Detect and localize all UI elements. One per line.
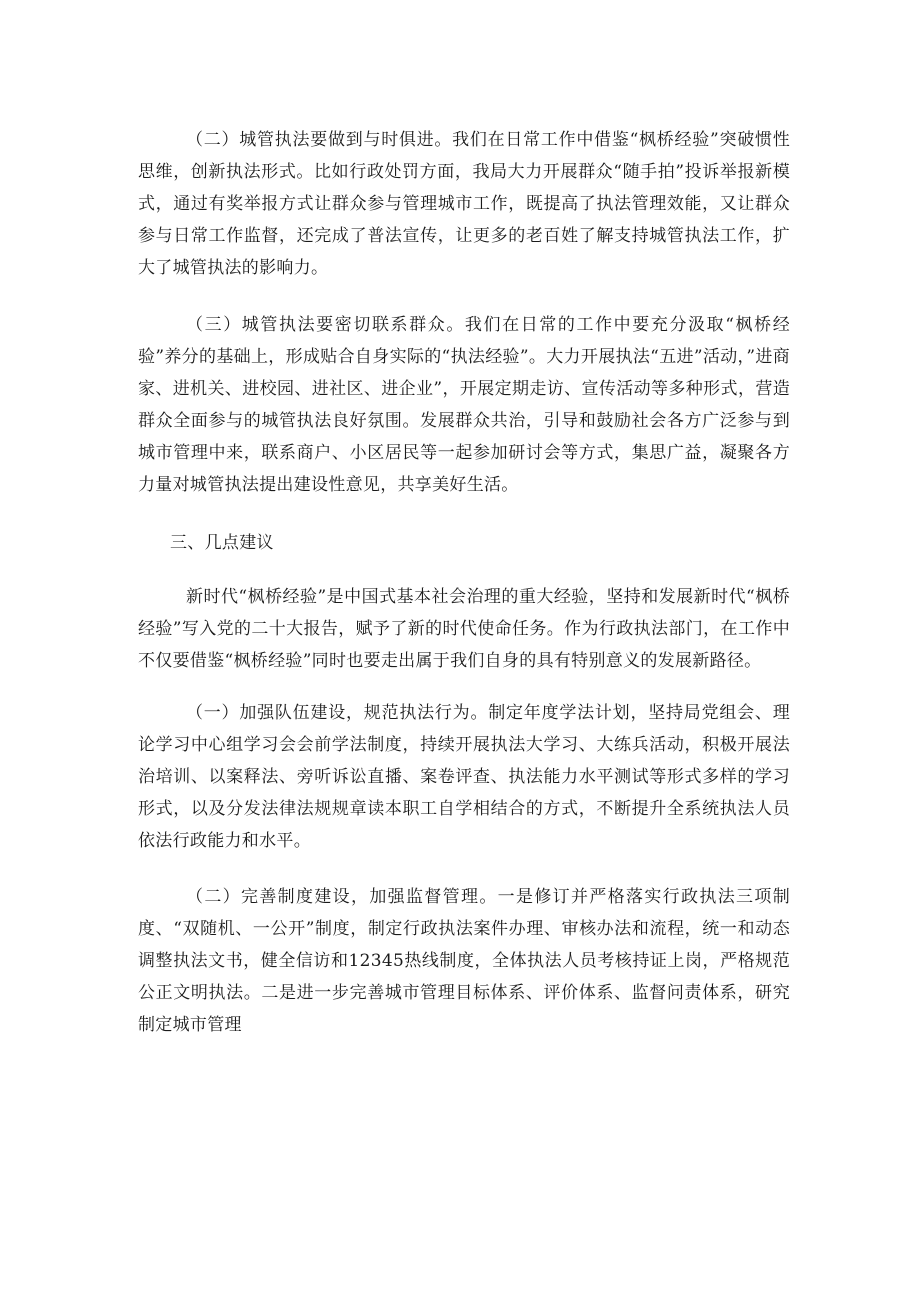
paragraph-system-building: （二）完善制度建设，加强监督管理。一是修订并严格落实行政执法三项制度、“双随机、一公开”制度，制定行政执法案件办理、审核办法和流程，统一和动态调整执法文书，健全信访和12345热线制度，全体执法人员考核持证上岗，严格规范公正文明执法。二是进一步完善城市管理目标体系、评价体系、监督问责体系，研究制定城市管理 <box>138 887 790 1035</box>
paragraph-fengqiao-experience-intro: 新时代“枫桥经验”是中国式基本社会治理的重大经验，坚持和发展新时代“枫桥经验”写入党的二十大报告，赋予了新的时代使命任务。作为行政执法部门，在工作中不仅要借鉴“枫桥经验”同时也要走出属于我们自身的具有特别意义的发展新路径。 <box>138 587 790 671</box>
paragraph-city-enforcement-close-to-public: （三）城管执法要密切联系群众。我们在日常的工作中要充分汲取“枫桥经验”养分的基础上，形成贴合自身实际的“执法经验”。大力开展执法“五进”活动，”进商家、进机关、进校园、进社区、进企业”，开展定期走访、宣传活动等多种形式，营造群众全面参与的城管执法良好氛围。发展群众共治，引导和鼓励社会各方广泛参与到城市管理中来，联系商户、小区居民等一起参加研讨会等方式，集思广益，凝聚各方力量对城管执法提出建设性意见，共享美好生活。 <box>138 315 790 495</box>
section-heading-suggestions: 三、几点建议 <box>170 533 274 553</box>
document-body <box>138 124 790 1041</box>
paragraph-team-building: （一）加强队伍建设，规范执法行为。制定年度学法计划，坚持局党组会、理论学习中心组学习会会前学法制度，持续开展执法大学习、大练兵活动，积极开展法治培训、以案释法、旁听诉讼直播、案卷评查、执法能力水平测试等形式多样的学习形式，以及分发法律法规规章读本职工自学相结合的方式，不断提升全系统执法人员依法行政能力和水平。 <box>138 703 790 851</box>
paragraph-city-enforcement-keep-pace: （二）城管执法要做到与时俱进。我们在日常工作中借鉴“枫桥经验”突破惯性思维，创新执法形式。比如行政处罚方面，我局大力开展群众“随手拍”投诉举报新模式，通过有奖举报方式让群众参与管理城市工作，既提高了执法管理效能，又让群众参与日常工作监督，还完成了普法宣传，让更多的老百姓了解支持城管执法工作，扩大了城管执法的影响力。 <box>138 130 790 278</box>
